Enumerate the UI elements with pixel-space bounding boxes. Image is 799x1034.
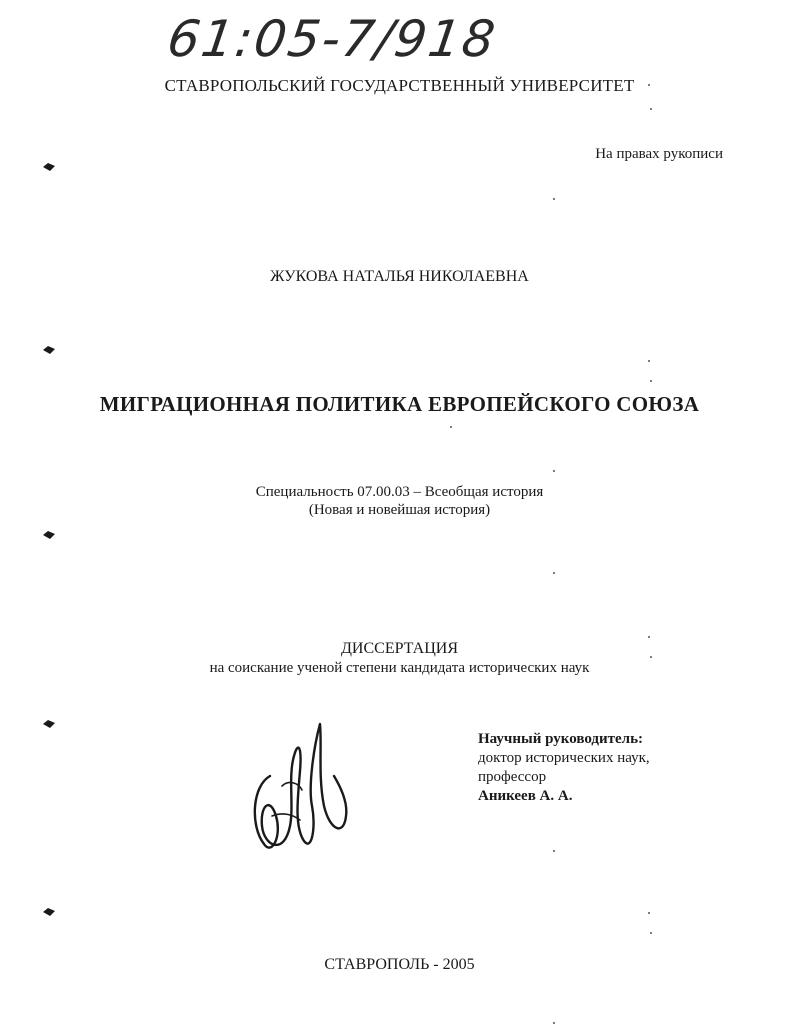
binder-hole-icon: [42, 345, 56, 355]
scan-speck: [648, 84, 650, 86]
scan-speck: [650, 108, 652, 110]
advisor-heading: Научный руководитель:: [478, 731, 643, 747]
specialty-line-2: (Новая и новейшая история): [308, 502, 491, 518]
scan-speck: [650, 656, 652, 658]
binder-hole-icon: [42, 907, 56, 917]
scan-speck: [450, 426, 452, 428]
degree-line: на соискание ученой степени кандидата исторических наук: [209, 660, 590, 676]
scan-speck: [648, 636, 650, 638]
scan-speck: [650, 932, 652, 934]
scan-speck: [553, 572, 555, 574]
archive-number-handwritten: 61:05-7/918: [163, 10, 501, 68]
scan-speck: [553, 850, 555, 852]
binder-hole-icon: [42, 719, 56, 729]
scan-speck: [650, 380, 652, 382]
author-name: ЖУКОВА НАТАЛЬЯ НИКОЛАЕВНА: [270, 268, 529, 285]
city-year: СТАВРОПОЛЬ - 2005: [324, 956, 475, 973]
university-name: СТАВРОПОЛЬСКИЙ ГОСУДАРСТВЕННЫЙ УНИВЕРСИТЕТ: [164, 76, 635, 95]
handwritten-signature-icon: [242, 716, 362, 866]
advisor-rank: профессор: [478, 769, 547, 785]
specialty-line-1: Специальность 07.00.03 – Всеобщая история: [255, 484, 544, 500]
dissertation-title: МИГРАЦИОННАЯ ПОЛИТИКА ЕВРОПЕЙСКОГО СОЮЗА: [99, 392, 700, 416]
scan-speck: [553, 198, 555, 200]
scan-speck: [553, 1022, 555, 1024]
advisor-name: Аникеев А. А.: [478, 788, 573, 804]
binder-hole-icon: [42, 530, 56, 540]
advisor-block: [478, 730, 650, 806]
document-type: ДИССЕРТАЦИЯ: [341, 640, 458, 657]
scan-speck: [648, 360, 650, 362]
scan-speck: [648, 912, 650, 914]
scan-speck: [553, 470, 555, 472]
manuscript-rights-note: На правах рукописи: [595, 146, 723, 162]
binder-hole-icon: [42, 162, 56, 172]
advisor-degree: доктор исторических наук,: [478, 750, 650, 766]
